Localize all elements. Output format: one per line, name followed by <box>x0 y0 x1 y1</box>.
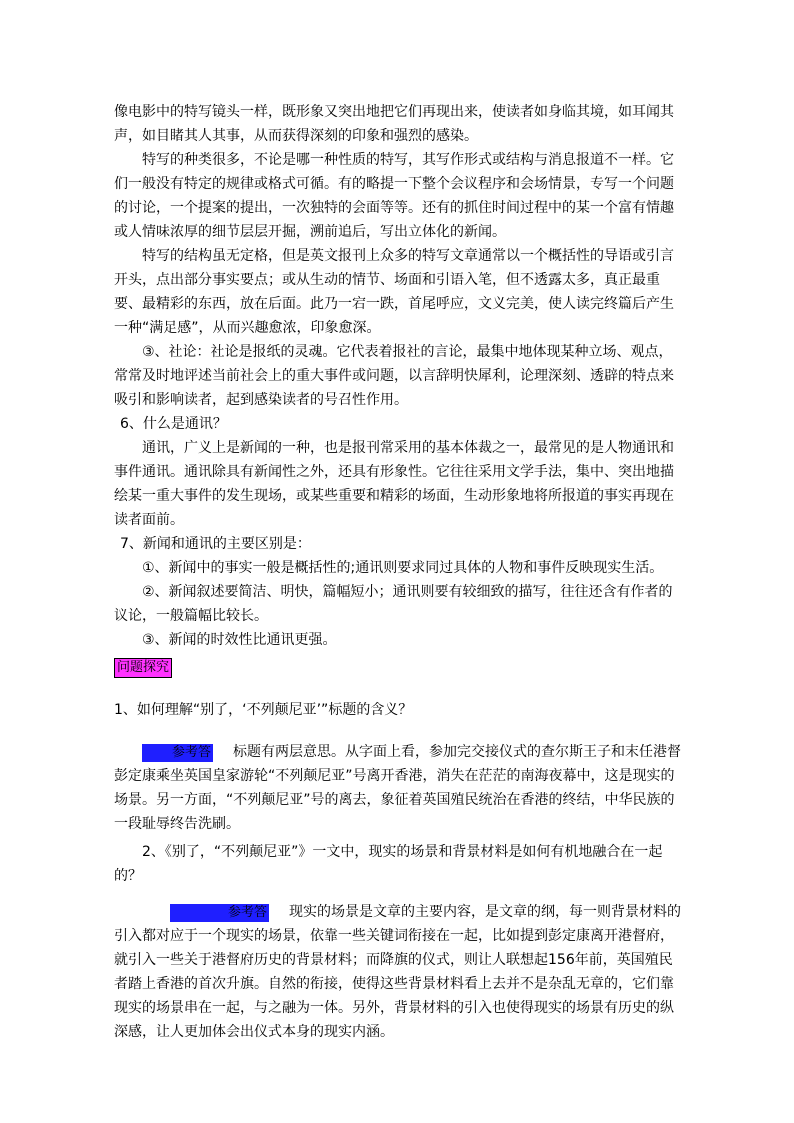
paragraph-feature-types: 特写的种类很多，不论是哪一种性质的特写，其写作形式或结构与消息报道不一样。它们一般没有特定的规律或格式可循。有的略提一下整个会议程序和会场情景，专写一个问题的讨论，一个提案的提出，一次独特的会面等等。还有的抓住时间过程中的某一个富有情趣或人情味浓厚的细节层层开掘，溯前追后，写出立体化的新闻。 <box>114 152 674 240</box>
paragraph-closeup-effect: 像电影中的特写镜头一样，既形象又突出地把它们再现出来，使读者如身临其境，如耳闻其声，如目睹其人其事，从而获得深刻的印象和强烈的感染。 <box>114 104 674 144</box>
section-tag-wrapper <box>114 656 172 678</box>
paragraph-editorial: ③、社论：社论是报纸的灵魂。它代表着报社的言论，最集中地体现某种立场、观点，常常及时地评述当前社会上的重大事件或问题，以言辞明快犀利，论理深刻、透辟的特点来吸引和影响读者，起到感染读者的号召性作用。 <box>114 344 674 408</box>
answer-1-text: 标题有两层意思。从字面上看，参加完交接仪式的查尔斯王子和末任港督彭定康乘坐英国皇家游轮“不列颠尼亚”号离开香港，消失在茫茫的南海夜幕中，这是现实的场景。另一方面，“不列颠尼亚”号的离去，象征着英国殖民统治在香港的终结，中华民族的一段耻辱终告洗刷。 <box>114 744 682 832</box>
answer-1 <box>114 740 686 836</box>
difference-item-2: ②、新闻叙述要简洁、明快，篇幅短小；通讯则要有较细致的描写，往往还含有作者的议论，一般篇幅比较长。 <box>114 584 673 624</box>
heading-differences: 7、新闻和通讯的主要区别是： <box>120 536 311 552</box>
question-1: 1、如何理解“别了，‘不列颠尼亚’”标题的含义？ <box>114 702 413 718</box>
answer-2 <box>114 900 686 1044</box>
paragraph-feature-structure: 特写的结构虽无定格，但是英文报刊上众多的特写文章通常以一个概括性的导语或引言开头，点出部分事实要点；或从生动的情节、场面和引语入笔，但不透露太多，真正最重要、最精彩的东西，放在后面。此乃一宕一跌，首尾呼应，文义完美，使人读完终篇后产生一种“满足感”，从而兴趣愈浓，印象愈深。 <box>114 248 674 336</box>
answer-2-text: 现实的场景是文章的主要内容，是文章的纲，每一则背景材料的引入都对应于一个现实的场景，依靠一些关键词衔接在一起，比如提到彭定康离开港督府，就引入一些关于港督府历史的背景材料；而降旗的仪式，则让人联想起156年前，英国殖民者踏上香港的首次升旗。自然的衔接，使得这些背景材料看上去并不是杂乱无章的，它们靠现实的场景串在一起，与之融为一体。另外，背景材料的引入也使得现实的场景有历史的纵深感，让人更加体会出仪式本身的现实内涵。 <box>114 904 682 1040</box>
section-tag-problem-inquiry: 问题探究 <box>114 658 172 678</box>
answer-2-tag: 参考答 <box>170 904 269 922</box>
question-2: 2、《别了，“不列颠尼亚”》一文中，现实的场景和背景材料是如何有机地融合在一起的？ <box>114 844 663 884</box>
paragraph-tongxun-definition: 通讯，广义上是新闻的一种，也是报刊常采用的基本体裁之一，最常见的是人物通讯和事件通讯。通讯除具有新闻性之外，还具有形象性。它往往采用文学手法，集中、突出地描绘某一重大事件的发生现场，或某些重要和精彩的场面，生动形象地将所报道的事实再现在读者面前。 <box>114 440 674 528</box>
answer-1-tag: 参考答 <box>142 744 213 762</box>
difference-item-3: ③、新闻的时效性比通讯更强。 <box>142 632 337 648</box>
difference-item-1: ①、新闻中的事实一般是概括性的;通讯则要求同过具体的人物和事件反映现实生活。 <box>142 560 664 576</box>
heading-what-is-tongxun: 6、什么是通讯？ <box>120 416 227 432</box>
